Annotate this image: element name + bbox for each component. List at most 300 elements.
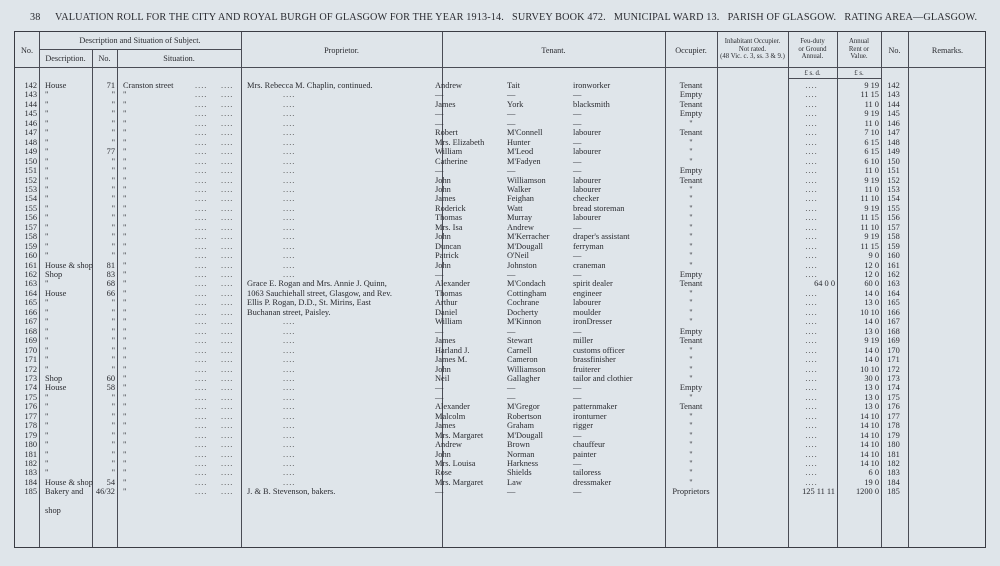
row-no: 159 <box>24 241 37 251</box>
row-description: " <box>45 336 49 346</box>
row-tenant-surname: Harkness <box>507 459 539 468</box>
row-no-right: 171 <box>887 355 900 365</box>
row-no-right: 167 <box>887 317 900 327</box>
row-no: 174 <box>24 383 37 393</box>
row-tenant-occupation: — <box>573 137 582 147</box>
row-annual: 9 19 <box>864 109 879 119</box>
row-dots-1: .... <box>195 90 208 100</box>
row-proprietor: .... <box>283 99 296 109</box>
row-description: " <box>45 317 49 327</box>
row-annual: 9 19 <box>864 232 879 242</box>
row-occupier: " <box>689 194 693 204</box>
row-situation: " <box>123 317 127 327</box>
row-tenant-first: John <box>435 449 451 459</box>
row-proprietor: .... <box>283 251 296 261</box>
row-tenant-occupation: — <box>573 326 582 336</box>
row-situation: " <box>123 118 127 128</box>
row-tenant-surname: — <box>507 392 516 402</box>
row-tenant-surname: Gallagher <box>507 373 541 383</box>
row-tenant-first: — <box>435 166 444 176</box>
row-situation: " <box>123 411 127 421</box>
row-description: " <box>45 364 49 374</box>
row-dots-2: .... <box>221 147 234 157</box>
row-tenant-occupation: — <box>573 392 582 402</box>
row-occupier: " <box>689 392 693 402</box>
row-tenant-occupation: — <box>573 109 582 119</box>
row-tenant-occupation: dressmaker <box>573 477 612 487</box>
row-number: 54 <box>106 477 115 487</box>
row-occupier: " <box>689 213 693 223</box>
row-situation: " <box>123 128 127 138</box>
row-description: " <box>45 468 49 478</box>
row-dots-2: .... <box>221 222 234 232</box>
row-tenant-occupation: — <box>573 383 582 393</box>
table-row <box>15 194 985 203</box>
row-tenant-occupation: — <box>573 270 582 279</box>
row-dots-1: .... <box>195 270 208 279</box>
row-no-right: 150 <box>887 156 900 166</box>
row-proprietor: .... <box>283 184 296 194</box>
row-no-right: 166 <box>887 307 900 317</box>
row-feu: .... <box>805 326 818 336</box>
row-proprietor: .... <box>283 421 296 431</box>
row-occupier: Empty <box>679 109 703 119</box>
table-row <box>15 298 985 307</box>
row-proprietor: .... <box>283 203 296 213</box>
row-tenant-first: Duncan <box>435 241 462 251</box>
row-tenant-first: Patrick <box>435 251 459 261</box>
row-annual: 9 19 <box>864 175 879 185</box>
row-annual: 10 10 <box>860 307 879 317</box>
row-tenant-occupation: fruiterer <box>573 364 601 374</box>
row-situation: " <box>123 279 127 289</box>
row-no-right: 149 <box>887 147 900 157</box>
row-situation: " <box>123 260 127 270</box>
row-dots-1: .... <box>195 251 208 261</box>
row-number: " <box>111 222 115 232</box>
row-no-right: 142 <box>887 81 900 90</box>
row-description: " <box>45 279 49 289</box>
row-annual: 14 10 <box>860 430 879 440</box>
row-occupier: " <box>689 449 693 459</box>
table-row <box>15 308 985 317</box>
row-no-right: 165 <box>887 298 900 308</box>
row-no: 164 <box>24 288 37 298</box>
header-description-group: Description and Situation of Subject. <box>79 36 201 45</box>
row-situation: " <box>123 203 127 213</box>
row-occupier: Tenant <box>679 402 703 412</box>
row-situation: " <box>123 147 127 157</box>
row-tenant-occupation: labourer <box>573 147 601 157</box>
row-occupier: " <box>689 345 693 355</box>
row-tenant-first: Mrs. Margaret <box>435 430 484 440</box>
row-no-right: 183 <box>887 468 900 478</box>
row-situation: " <box>123 430 127 440</box>
row-no-right: 160 <box>887 251 900 261</box>
row-dots-1: .... <box>195 213 208 223</box>
row-occupier: " <box>689 232 693 242</box>
row-number: " <box>111 128 115 138</box>
row-no: 154 <box>24 194 37 204</box>
row-dots-1: .... <box>195 487 208 497</box>
header-no: No. <box>20 46 34 55</box>
row-feu: .... <box>805 175 818 185</box>
row-tenant-surname: Cameron <box>507 355 538 365</box>
row-proprietor: Mrs. Rebecca M. Chaplin, continued. <box>247 81 373 90</box>
row-dots-2: .... <box>221 430 234 440</box>
row-number: " <box>111 326 115 336</box>
row-no-right: 170 <box>887 345 900 355</box>
row-situation: " <box>123 449 127 459</box>
row-no: 145 <box>24 109 37 119</box>
row-dots-2: .... <box>221 128 234 138</box>
row-description: " <box>45 118 49 128</box>
row-proprietor: .... <box>283 373 296 383</box>
row-proprietor: .... <box>283 468 296 478</box>
row-feu: .... <box>805 449 818 459</box>
row-tenant-surname: M'Dougall <box>507 430 543 440</box>
row-tenant-occupation: draper's assistant <box>573 232 630 242</box>
row-situation: " <box>123 392 127 402</box>
row-number: " <box>111 118 115 128</box>
row-tenant-first: — <box>435 109 444 119</box>
row-tenant-first: Thomas <box>435 288 462 298</box>
table-row <box>15 374 985 383</box>
row-no: 182 <box>24 459 37 468</box>
row-dots-1: .... <box>195 440 208 450</box>
row-tenant-first: John <box>435 364 451 374</box>
row-no: 181 <box>24 449 37 459</box>
row-feu: .... <box>805 147 818 157</box>
row-tenant-occupation: rigger <box>573 421 593 431</box>
row-feu: .... <box>805 99 818 109</box>
row-situation: " <box>123 298 127 308</box>
row-tenant-surname: M'Leod <box>507 147 534 157</box>
roll-title: VALUATION ROLL FOR THE CITY AND ROYAL BURGH OF GLASGOW FOR THE YEAR 1913-14. <box>55 12 504 23</box>
row-feu: .... <box>805 383 818 393</box>
row-tenant-first: William <box>435 317 463 327</box>
row-annual: 13 0 <box>864 402 879 412</box>
table-row <box>15 100 985 109</box>
row-number: 83 <box>106 270 115 279</box>
row-feu: .... <box>805 317 818 327</box>
row-tenant-surname: Feighan <box>507 194 534 204</box>
row-dots-1: .... <box>195 336 208 346</box>
row-occupier: Empty <box>679 90 703 100</box>
row-dots-2: .... <box>221 260 234 270</box>
row-no-right: 173 <box>887 373 900 383</box>
row-feu: .... <box>805 459 818 468</box>
row-number: " <box>111 430 115 440</box>
row-dots-1: .... <box>195 109 208 119</box>
row-tenant-surname: — <box>507 118 516 128</box>
row-no-right: 181 <box>887 449 900 459</box>
row-dots-2: .... <box>221 99 234 109</box>
row-tenant-surname: M'Connell <box>507 128 543 138</box>
row-tenant-surname: — <box>507 326 516 336</box>
row-proprietor: .... <box>283 241 296 251</box>
row-dots-2: .... <box>221 298 234 308</box>
row-number: " <box>111 232 115 242</box>
row-no-right: 178 <box>887 421 900 431</box>
row-dots-1: .... <box>195 317 208 327</box>
row-situation: " <box>123 213 127 223</box>
row-number: " <box>111 194 115 204</box>
row-no-right: 184 <box>887 477 900 487</box>
row-tenant-first: Mrs. Elizabeth <box>435 137 485 147</box>
row-no: 162 <box>24 270 37 279</box>
row-tenant-occupation: painter <box>573 449 597 459</box>
row-tenant-first: Malcolm <box>435 411 466 421</box>
header-proprietor: Proprietor. <box>324 46 359 55</box>
row-annual: 11 0 <box>864 99 879 109</box>
row-annual: 14 10 <box>860 440 879 450</box>
row-tenant-first: Daniel <box>435 307 458 317</box>
row-description: House <box>45 383 67 393</box>
row-tenant-occupation: spirit dealer <box>573 279 613 289</box>
row-proprietor: .... <box>283 364 296 374</box>
row-number: 68 <box>106 279 115 289</box>
row-number: " <box>111 90 115 100</box>
row-feu: .... <box>805 392 818 402</box>
row-proprietor: .... <box>283 166 296 176</box>
row-tenant-first: John <box>435 175 451 185</box>
header-remarks: Remarks. <box>931 46 964 55</box>
row-tenant-surname: Norman <box>507 449 535 459</box>
table-row <box>15 90 985 99</box>
row-tenant-surname: Cochrane <box>507 298 540 308</box>
header-number: No. <box>98 54 111 63</box>
row-feu: .... <box>805 288 818 298</box>
row-tenant-occupation: — <box>573 251 582 261</box>
row-dots-1: .... <box>195 260 208 270</box>
row-no: 180 <box>24 440 37 450</box>
row-dots-1: .... <box>195 118 208 128</box>
row-description: " <box>45 326 49 336</box>
table-row <box>15 487 985 496</box>
row-tenant-occupation: moulder <box>573 307 601 317</box>
row-occupier: Tenant <box>679 128 703 138</box>
row-description: " <box>45 449 49 459</box>
row-no: 171 <box>24 355 37 365</box>
header-occupier: Occupier. <box>675 46 707 55</box>
row-annual: 60 0 <box>864 279 879 289</box>
row-tenant-surname: Williamson <box>507 175 546 185</box>
row-tenant-surname: O'Neil <box>507 251 529 261</box>
row-dots-2: .... <box>221 307 234 317</box>
running-head <box>30 12 980 23</box>
row-feu: .... <box>805 260 818 270</box>
row-no-right: 156 <box>887 213 900 223</box>
row-feu: .... <box>805 213 818 223</box>
row-dots-1: .... <box>195 383 208 393</box>
row-tenant-first: — <box>435 326 444 336</box>
row-no-right: 147 <box>887 128 900 138</box>
row-occupier: " <box>689 222 693 232</box>
row-tenant-occupation: labourer <box>573 213 601 223</box>
row-number: " <box>111 213 115 223</box>
row-number: " <box>111 241 115 251</box>
row-tenant-surname: M'Condach <box>507 279 546 289</box>
row-feu: .... <box>805 307 818 317</box>
row-no: 143 <box>24 90 37 100</box>
row-tenant-occupation: — <box>573 90 582 100</box>
table-row <box>15 204 985 213</box>
row-no: 179 <box>24 430 37 440</box>
row-tenant-occupation: bread storeman <box>573 203 625 213</box>
header-annual-line2: Rent or <box>848 45 870 53</box>
row-tenant-surname: York <box>507 99 524 109</box>
header-annual-line1: Annual <box>848 38 869 45</box>
row-situation: " <box>123 345 127 355</box>
row-tenant-surname: Andrew <box>507 222 534 232</box>
row-tenant-occupation: tailor and clothier <box>573 373 633 383</box>
row-dots-2: .... <box>221 118 234 128</box>
row-description: " <box>45 355 49 365</box>
row-feu: .... <box>805 355 818 365</box>
row-feu: .... <box>805 222 818 232</box>
row-no: 153 <box>24 184 37 194</box>
row-annual: 14 10 <box>860 459 879 468</box>
row-annual: 11 15 <box>860 213 879 223</box>
row-description: " <box>45 156 49 166</box>
row-dots-2: .... <box>221 468 234 478</box>
row-no: 150 <box>24 156 37 166</box>
row-situation: " <box>123 477 127 487</box>
row-tenant-first: Alexander <box>435 279 470 289</box>
row-tenant-first: John <box>435 232 451 242</box>
row-no: 152 <box>24 175 37 185</box>
row-tenant-occupation: — <box>573 156 582 166</box>
row-tenant-surname: Docherty <box>507 307 539 317</box>
row-tenant-first: Neil <box>435 373 450 383</box>
row-situation: " <box>123 288 127 298</box>
header-description: Description. <box>45 54 86 63</box>
row-dots-2: .... <box>221 317 234 327</box>
row-occupier: Tenant <box>679 336 703 346</box>
row-feu: .... <box>805 477 818 487</box>
row-tenant-first: Thomas <box>435 213 462 223</box>
row-occupier: " <box>689 430 693 440</box>
table-row <box>15 81 985 90</box>
row-annual: 11 15 <box>860 241 879 251</box>
row-occupier: " <box>689 137 693 147</box>
header-inhabitant-line1: Inhabitant Occupier. <box>724 38 781 45</box>
row-occupier: " <box>689 251 693 261</box>
row-tenant-first: Mrs. Margaret <box>435 477 484 487</box>
row-annual: 13 0 <box>864 383 879 393</box>
row-situation: " <box>123 270 127 279</box>
row-proprietor: .... <box>283 355 296 365</box>
row-proprietor: .... <box>283 118 296 128</box>
row-description: " <box>45 184 49 194</box>
row-no: 176 <box>24 402 37 412</box>
row-annual: 13 0 <box>864 392 879 402</box>
row-dots-1: .... <box>195 279 208 289</box>
row-tenant-surname: M'Fadyen <box>507 156 541 166</box>
row-no: 178 <box>24 421 37 431</box>
table-row <box>15 412 985 421</box>
row-dots-2: .... <box>221 232 234 242</box>
row-proprietor: J. & B. Stevenson, bakers. <box>247 487 336 497</box>
row-dots-1: .... <box>195 184 208 194</box>
table-row <box>15 383 985 392</box>
row-tenant-occupation: engineer <box>573 288 602 298</box>
row-no-right: 145 <box>887 109 900 119</box>
row-situation: " <box>123 241 127 251</box>
row-tenant-surname: Walker <box>507 184 531 194</box>
table-row <box>15 223 985 232</box>
row-dots-1: .... <box>195 194 208 204</box>
row-feu: .... <box>805 194 818 204</box>
row-situation: " <box>123 383 127 393</box>
row-tenant-occupation: labourer <box>573 298 601 308</box>
row-no: 183 <box>24 468 37 478</box>
row-feu: .... <box>805 468 818 478</box>
table-row <box>15 402 985 411</box>
row-tenant-surname: M'Dougall <box>507 241 543 251</box>
row-number: " <box>111 317 115 327</box>
row-occupier: " <box>689 317 693 327</box>
row-annual: 6 15 <box>864 147 879 157</box>
row-no: 173 <box>24 373 37 383</box>
row-feu: .... <box>805 184 818 194</box>
row-annual: 11 0 <box>864 184 879 194</box>
table-row <box>15 270 985 279</box>
row-feu: .... <box>805 203 818 213</box>
row-dots-2: .... <box>221 345 234 355</box>
row-no: 185 <box>24 487 37 497</box>
row-proprietor: .... <box>283 336 296 346</box>
row-tenant-first: John <box>435 184 451 194</box>
row-dots-1: .... <box>195 411 208 421</box>
row-feu: .... <box>805 81 818 90</box>
row-number: " <box>111 392 115 402</box>
row-situation: " <box>123 137 127 147</box>
header-annual <box>837 38 881 61</box>
row-no: 169 <box>24 336 37 346</box>
row-tenant-surname: — <box>507 90 516 100</box>
row-no-right: 161 <box>887 260 900 270</box>
row-description: " <box>45 175 49 185</box>
row-feu: .... <box>805 270 818 279</box>
row-tenant-occupation: checker <box>573 194 600 204</box>
row-dots-2: .... <box>221 251 234 261</box>
row-situation: " <box>123 373 127 383</box>
row-dots-1: .... <box>195 288 208 298</box>
row-dots-1: .... <box>195 430 208 440</box>
row-tenant-surname: Murray <box>507 213 533 223</box>
row-number: 81 <box>106 260 115 270</box>
row-dots-2: .... <box>221 477 234 487</box>
row-feu: .... <box>805 336 818 346</box>
row-tenant-surname: — <box>507 270 516 279</box>
row-number: " <box>111 184 115 194</box>
row-tenant-first: James M. <box>435 355 468 365</box>
row-no-right: 176 <box>887 402 900 412</box>
row-no: 160 <box>24 251 37 261</box>
ward: MUNICIPAL WARD 13. <box>613 12 720 23</box>
row-tenant-occupation: ironDresser <box>573 317 613 327</box>
row-no-right: 157 <box>887 222 900 232</box>
row-situation: " <box>123 166 127 176</box>
row-annual: 12 0 <box>864 270 879 279</box>
row-no-right: 155 <box>887 203 900 213</box>
row-annual: 30 0 <box>864 373 879 383</box>
row-no-right: 177 <box>887 411 900 421</box>
row-tenant-surname: M'Gregor <box>507 402 540 412</box>
row-no-right: 180 <box>887 440 900 450</box>
